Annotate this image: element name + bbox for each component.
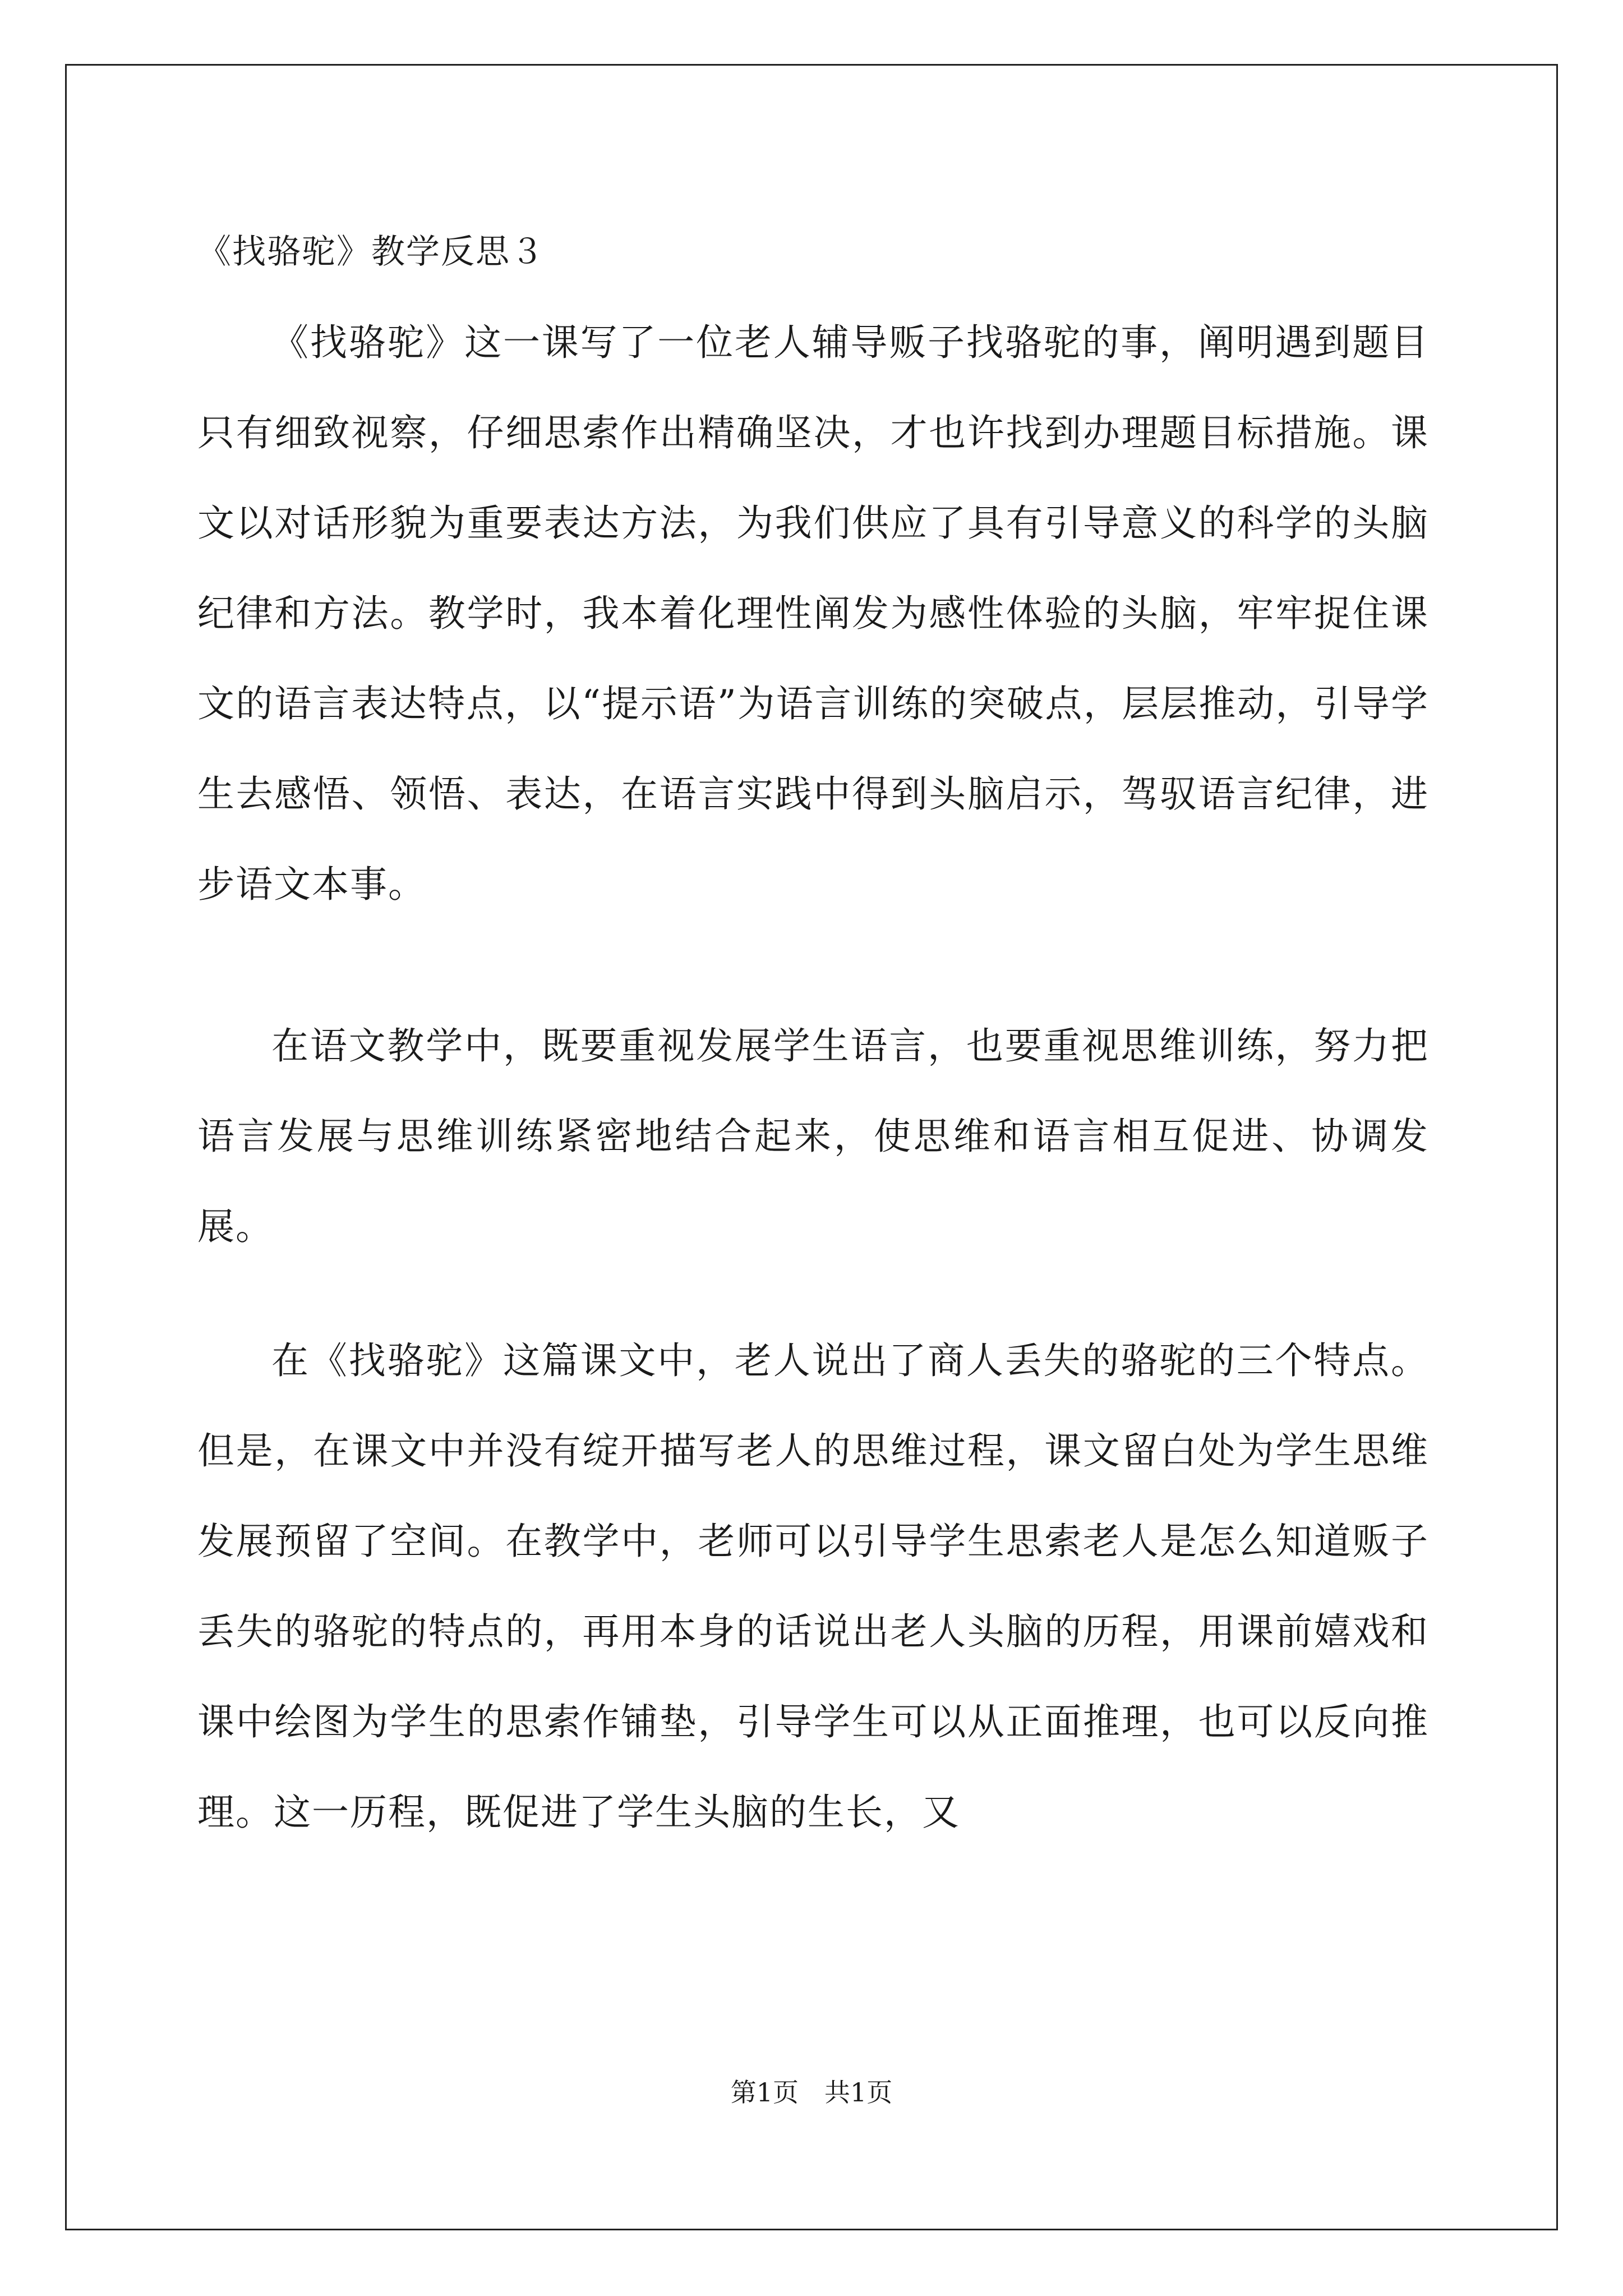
paragraph: 《找骆驼》这一课写了一位老人辅导贩子找骆驼的事，阐明遇到题目只有细致视察，仔细思索作出精确坚决，才也许找到办理题目标措施。课文以对话形貌为重要表达方法，为我们供应了具有引导意义的科学的头脑纪律和方法。教学时，我本着化理性阐发为感性体验的头脑，牢牢捉住课文的语言表达特点，以“提示语”为语言训练的突破点，层层推动，引导学生去感悟、领悟、表达，在语言实践中得到头脑启示，驾驭语言纪律，进步语文本事。: [197, 321, 1429, 906]
document-title: 《找骆驼》教学反思３: [197, 232, 545, 272]
paragraph: 在语文教学中，既要重视发展学生语言，也要重视思维训练，努力把语言发展与思维训练紧密地结合起来，使思维和语言相互促进、协调发展。: [197, 1024, 1429, 1248]
page-footer: 第1页 共1页: [730, 2077, 893, 2108]
paragraph: 在《找骆驼》这篇课文中，老人说出了商人丢失的骆驼的三个特点。但是，在课文中并没有绽开描写老人的思维过程，课文留白处为学生思维发展预留了空间。在教学中，老师可以引导学生思索老人是怎么知道贩子丢失的骆驼的特点的，再用本身的话说出老人头脑的历程，用课前嬉戏和课中绘图为学生的思索作铺垫，引导学生可以从正面推理，也可以反向推理。这一历程，既促进了学生头脑的生长，又: [197, 1339, 1429, 1834]
